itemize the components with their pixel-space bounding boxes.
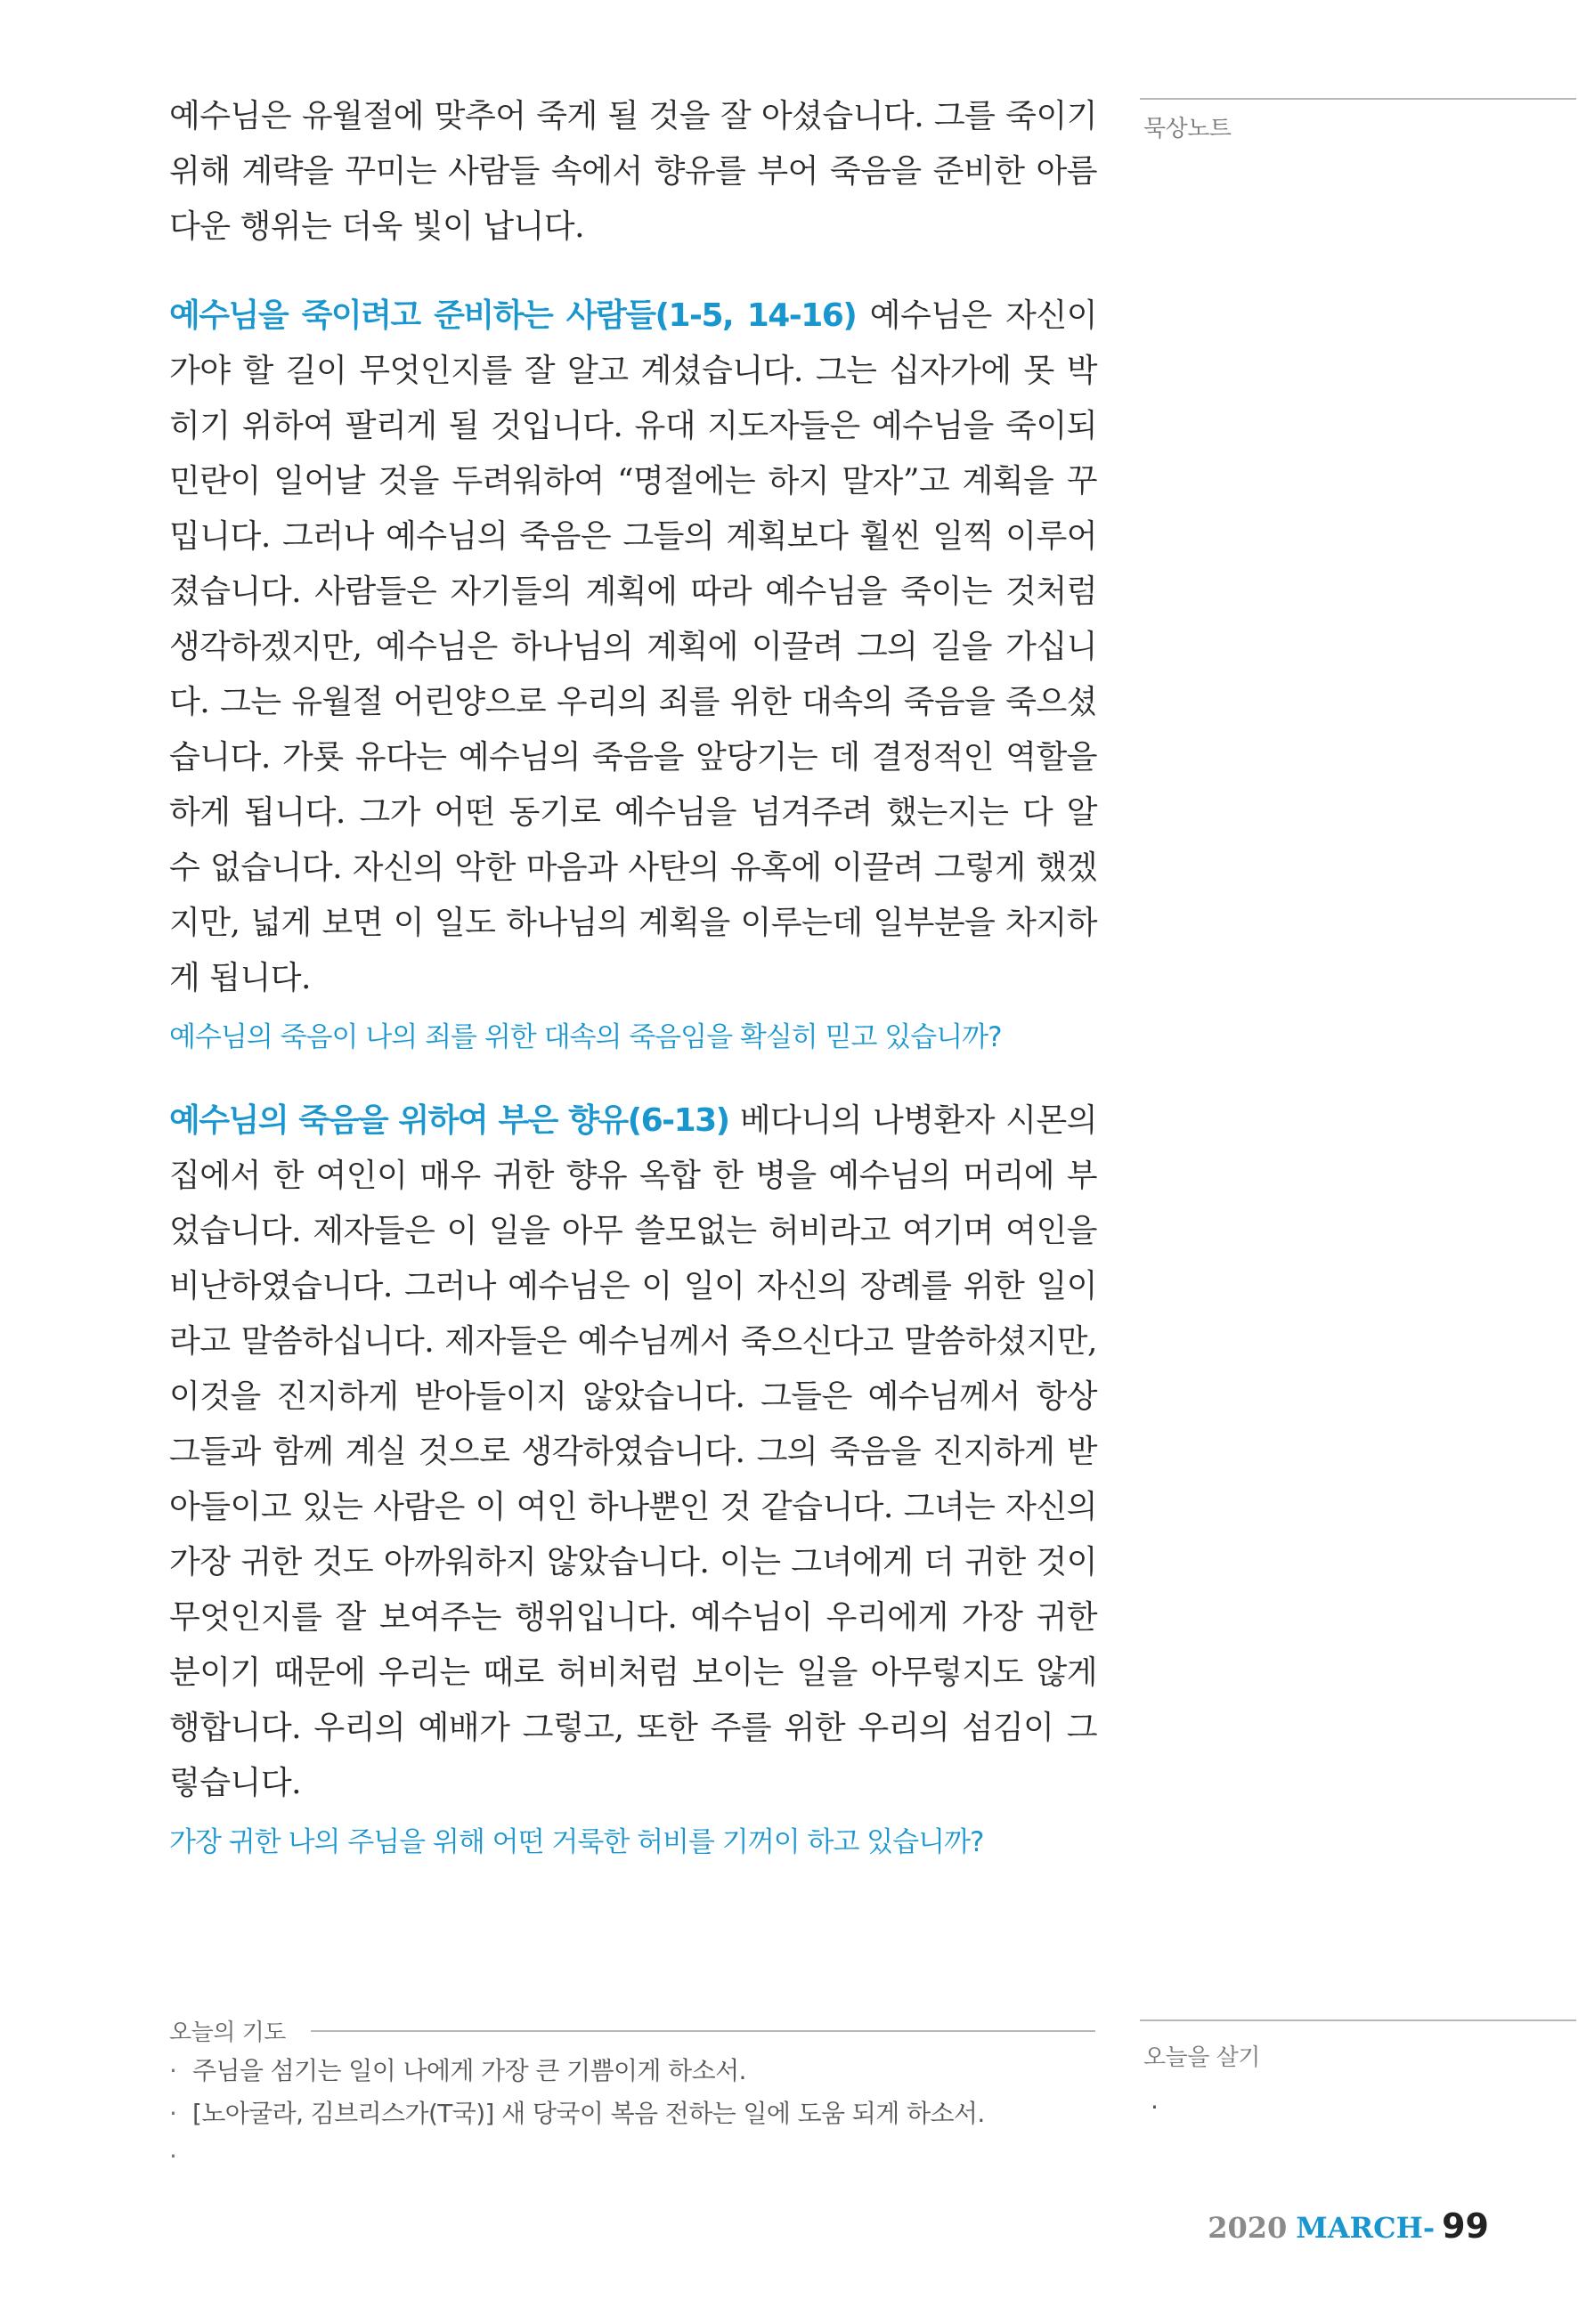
prayer-item — [169, 2050, 985, 2092]
page-number: 99 — [1442, 2206, 1489, 2246]
prayer-item-text: [노아굴라, 김브리스가(T국)] 새 당국이 복음 전하는 일에 도움 되게 하소서. — [192, 2099, 985, 2128]
prayer-item — [169, 2135, 985, 2178]
prayer-rule — [311, 2030, 1095, 2032]
meditation-note-rule — [1140, 98, 1576, 100]
prayer-header — [169, 2014, 1095, 2047]
live-today-bullet: · — [1151, 2092, 1159, 2122]
section-1-heading: 예수님을 죽이려고 준비하는 사람들(1-5, 14-16) — [169, 297, 857, 334]
section-1-question: 예수님의 죽음이 나의 죄를 위한 대속의 죽음임을 확실히 믿고 있습니까? — [169, 1021, 1002, 1053]
section-2-question: 가장 귀한 나의 주님을 위해 어떤 거룩한 허비를 기꺼이 하고 있습니까? — [169, 1826, 984, 1858]
prayer-item-text: 주님을 섬기는 일이 나에게 가장 큰 기쁨이게 하소서. — [192, 2056, 746, 2085]
section-2-body: 베다니의 나병환자 시몬의 집에서 한 여인이 매우 귀한 향유 옥합 한 병을 예수님의 머리에 부었습니다. 제자들은 이 일을 아무 쓸모없는 허비라고 여기며 여인을 비난하였습니다. 그러나 예수님은 이 일이 자신의 장례를 위한 일이라고 말씀하십니다. 제자들은 예수님께서 죽으신다고 말씀하셨지만, 이것을 진지하게 받아들이지 않았습니다. 그들은 예수님께서 항상 그들과 함께 계실 것으로 생각하였습니다. 그의 죽음을 진지하게 받아들이고 있는 사람은 이 여인 하나뿐인 것 같습니다. 그녀는 자신의 가장 귀한 것도 아까워하지 않았습니다. 이는 그녀에게 더 귀한 것이 무엇인지를 잘 보여주는 행위입니다. 예수님이 우리에게 가장 귀한 분이기 때문에 우리는 때로 허비처럼 보이는 일을 아무렇지도 않게 행합니다. 우리의 예배가 그렇고, 또한 주를 위한 우리의 섬김이 그렇습니다. — [169, 1102, 1097, 1801]
main-content — [169, 89, 1097, 1865]
meditation-note-label: 묵상노트 — [1143, 116, 1232, 142]
live-today-label: 오늘을 살기 — [1143, 2044, 1260, 2071]
paragraph-gap — [169, 255, 1097, 288]
footer-dash: - — [1422, 2211, 1436, 2245]
footer-year: 2020 — [1208, 2211, 1288, 2245]
prayer-title: 오늘의 기도 — [169, 2019, 286, 2046]
section-2-paragraph — [169, 1093, 1097, 1811]
bullet-dot: · — [169, 2141, 177, 2171]
section-1-paragraph — [169, 288, 1097, 1006]
page-footer — [1208, 2206, 1489, 2246]
intro-paragraph: 예수님은 유월절에 맞추어 죽게 될 것을 잘 아셨습니다. 그를 죽이기 위해 계략을 꾸미는 사람들 속에서 향유를 부어 죽음을 준비한 아름다운 행위는 더욱 빛이 납니다. — [169, 98, 1097, 245]
section-2-heading: 예수님의 죽음을 위하여 부은 향유(6-13) — [169, 1102, 729, 1139]
prayer-list — [169, 2050, 985, 2178]
live-today-rule — [1140, 2019, 1576, 2021]
bullet-dot: · — [169, 2056, 177, 2085]
paragraph-gap — [169, 1060, 1097, 1093]
prayer-item — [169, 2092, 985, 2135]
section-1-body: 예수님은 자신이 가야 할 길이 무엇인지를 잘 알고 계셨습니다. 그는 십자가에 못 박히기 위하여 팔리게 될 것입니다. 유대 지도자들은 예수님을 죽이되 민란이 일어날 것을 두려워하여 “명절에는 하지 말자”고 계획을 꾸밉니다. 그러나 예수님의 죽음은 그들의 계획보다 훨씬 일찍 이루어졌습니다. 사람들은 자기들의 계획에 따라 예수님을 죽이는 것처럼 생각하겠지만, 예수님은 하나님의 계획에 이끌려 그의 길을 가십니다. 그는 유월절 어린양으로 우리의 죄를 위한 대속의 죽음을 죽으셨습니다. 가룟 유다는 예수님의 죽음을 앞당기는 데 결정적인 역할을 하게 됩니다. 그가 어떤 동기로 예수님을 넘겨주려 했는지는 다 알 수 없습니다. 자신의 악한 마음과 사탄의 유혹에 이끌려 그렇게 했겠지만, 넓게 보면 이 일도 하나님의 계획을 이루는데 일부분을 차지하게 됩니다. — [169, 297, 1097, 996]
bullet-dot: · — [169, 2099, 177, 2128]
footer-month: MARCH — [1296, 2211, 1423, 2245]
